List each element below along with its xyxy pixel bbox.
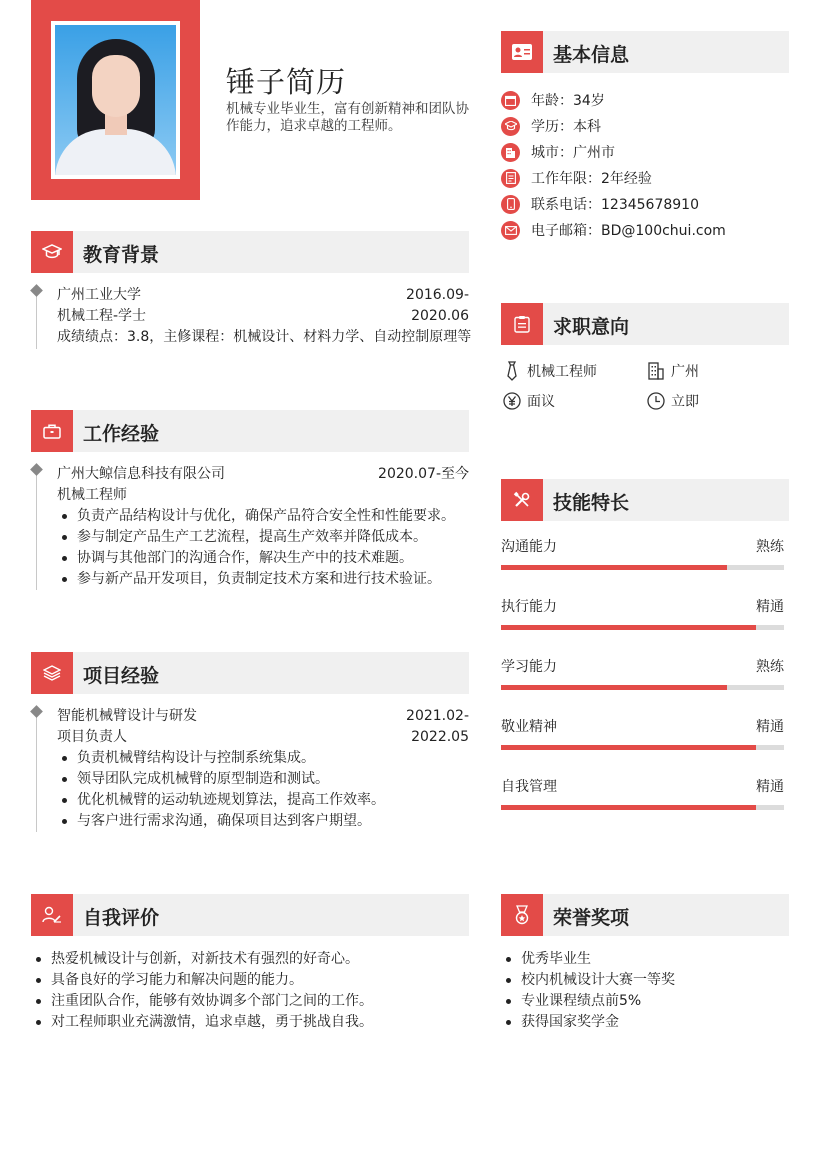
education-major: 机械工程-学士 — [57, 308, 147, 324]
skill-item — [501, 593, 784, 653]
education-detail: 成绩绩点：3.8，主修课程：机械设计、材料力学、自动控制原理等 — [57, 329, 472, 345]
skill-name: 执行能力 — [501, 599, 557, 615]
skill-name: 敬业精神 — [501, 719, 557, 735]
list-item: 获得国家奖学金 — [501, 1012, 789, 1033]
skill-level: 精通 — [756, 779, 784, 795]
skill-item — [501, 713, 784, 773]
skill-item — [501, 773, 784, 833]
id-card-icon — [501, 31, 543, 73]
section-intent — [501, 303, 789, 345]
skill-bar-track — [501, 565, 784, 570]
skill-bar-fill — [501, 685, 727, 690]
section-title: 求职意向 — [553, 316, 630, 338]
timeline-diamond — [30, 705, 43, 718]
skill-level: 精通 — [756, 719, 784, 735]
section-title: 技能特长 — [553, 492, 630, 514]
document-icon — [501, 169, 520, 188]
mail-icon — [501, 221, 520, 240]
skill-level: 熟练 — [756, 539, 784, 555]
timeline-line — [36, 712, 38, 832]
info-phone: 联系电话：12345678910 — [501, 191, 789, 217]
list-item: 与客户进行需求沟通，确保项目达到客户期望。 — [57, 811, 467, 832]
yen-icon — [503, 391, 521, 411]
skill-level: 精通 — [756, 599, 784, 615]
skill-name: 沟通能力 — [501, 539, 557, 555]
intent-city: 广州 — [647, 361, 699, 381]
info-age: 年龄：34岁 — [501, 87, 789, 113]
timeline-diamond — [30, 284, 43, 297]
list-item: 具备良好的学习能力和解决问题的能力。 — [31, 970, 471, 991]
intent-salary: 面议 — [503, 391, 555, 411]
clipboard-icon — [501, 303, 543, 345]
list-item: 参与制定产品生产工艺流程，提高生产效率并降低成本。 — [57, 527, 467, 548]
tie-icon — [503, 361, 521, 381]
work-role: 机械工程师 — [57, 487, 127, 503]
project-name: 智能机械臂设计与研发 — [57, 708, 197, 724]
list-item: 校内机械设计大赛一等奖 — [501, 970, 789, 991]
skill-bar-track — [501, 685, 784, 690]
info-education: 学历：本科 — [501, 113, 789, 139]
building-icon — [501, 143, 520, 162]
timeline-line — [36, 470, 38, 590]
skill-bar-fill — [501, 805, 756, 810]
info-email: 电子邮箱：BD@100chui.com — [501, 217, 789, 243]
skill-bar-track — [501, 745, 784, 750]
clock-icon — [647, 391, 665, 411]
basic-info-list — [501, 87, 789, 243]
building-icon — [647, 361, 665, 381]
section-honors — [501, 894, 789, 936]
graduation-cap-icon — [31, 231, 73, 273]
list-item: 注重团队合作，能够有效协调多个部门之间的工作。 — [31, 991, 471, 1012]
list-item: 热爱机械设计与创新，对新技术有强烈的好奇心。 — [31, 949, 471, 970]
skill-name: 学习能力 — [501, 659, 557, 675]
skill-level: 熟练 — [756, 659, 784, 675]
skill-bar-fill — [501, 565, 727, 570]
project-period: 2021.02-2022.05 — [406, 708, 469, 745]
skills-list — [501, 533, 784, 833]
work-company: 广州大鲸信息科技有限公司 — [57, 466, 225, 482]
work-duties — [57, 506, 467, 590]
section-title: 荣誉奖项 — [553, 907, 630, 929]
graduation-cap-icon — [501, 117, 520, 136]
skill-item — [501, 653, 784, 713]
avatar — [51, 21, 180, 179]
list-item: 优秀毕业生 — [501, 949, 789, 970]
education-period: 2016.09-2020.06 — [406, 287, 469, 324]
list-item: 优化机械臂的运动轨迹规划算法，提高工作效率。 — [57, 790, 467, 811]
user-edit-icon — [31, 894, 73, 936]
phone-icon — [501, 195, 520, 214]
list-item: 负责产品结构设计与优化，确保产品符合安全性和性能要求。 — [57, 506, 467, 527]
list-item: 领导团队完成机械臂的原型制造和测试。 — [57, 769, 467, 790]
skill-bar-track — [501, 625, 784, 630]
info-experience: 工作年限：2年经验 — [501, 165, 789, 191]
intro-text: 机械专业毕业生，富有创新精神和团队协作能力，追求卓越的工程师。 — [226, 101, 469, 134]
project-role: 项目负责人 — [57, 729, 127, 745]
timeline-line — [36, 291, 38, 349]
info-city: 城市：广州市 — [501, 139, 789, 165]
list-item: 专业课程绩点前5% — [501, 991, 789, 1012]
section-education — [31, 231, 469, 273]
skill-name: 自我管理 — [501, 779, 557, 795]
section-work — [31, 410, 469, 452]
briefcase-icon — [31, 410, 73, 452]
list-item: 对工程师职业充满激情，追求卓越，勇于挑战自我。 — [31, 1012, 471, 1033]
section-project — [31, 652, 469, 694]
layers-icon — [31, 652, 73, 694]
intent-availability: 立即 — [647, 391, 699, 411]
intent-position: 机械工程师 — [503, 361, 597, 381]
section-title: 教育背景 — [83, 244, 160, 266]
skill-bar-track — [501, 805, 784, 810]
list-item: 负责机械臂结构设计与控制系统集成。 — [57, 748, 467, 769]
section-self-evaluation — [31, 894, 469, 936]
honors-list — [501, 949, 789, 1033]
tools-icon — [501, 479, 543, 521]
section-title: 基本信息 — [553, 44, 630, 66]
education-school: 广州工业大学 — [57, 287, 141, 303]
section-title: 项目经验 — [83, 665, 160, 687]
timeline-diamond — [30, 463, 43, 476]
list-item: 参与新产品开发项目，负责制定技术方案和进行技术验证。 — [57, 569, 467, 590]
page-title: 锤子简历 — [226, 65, 347, 99]
list-item: 协调与其他部门的沟通合作，解决生产中的技术难题。 — [57, 548, 467, 569]
medal-icon — [501, 894, 543, 936]
work-period: 2020.07-至今 — [378, 466, 469, 482]
section-title: 工作经验 — [83, 423, 160, 445]
self-evaluation-list — [31, 949, 471, 1033]
section-basic-info — [501, 31, 789, 73]
section-skills — [501, 479, 789, 521]
section-title: 自我评价 — [83, 907, 160, 929]
skill-item — [501, 533, 784, 593]
calendar-icon — [501, 91, 520, 110]
skill-bar-fill — [501, 625, 756, 630]
skill-bar-fill — [501, 745, 756, 750]
project-duties — [57, 748, 467, 832]
